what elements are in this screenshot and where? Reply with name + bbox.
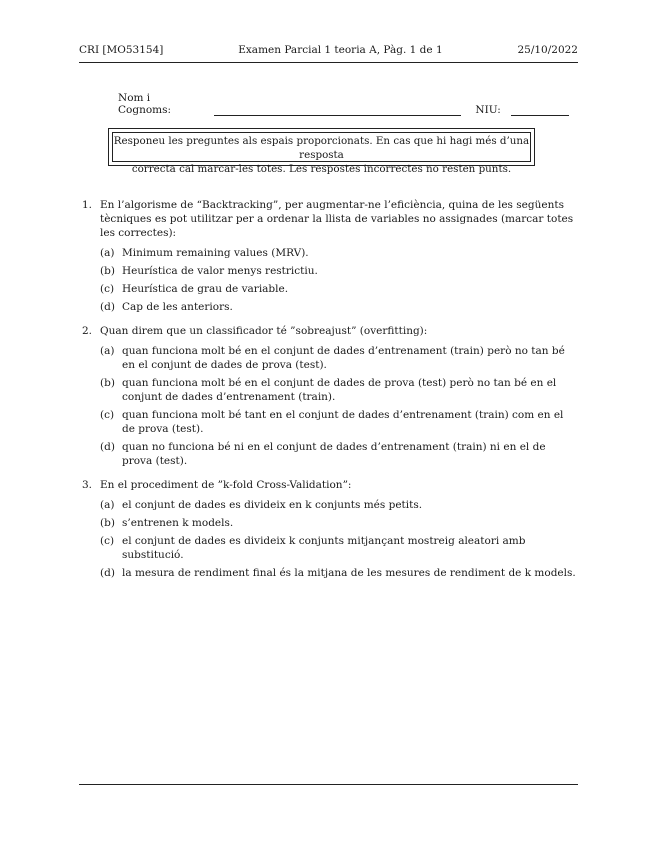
option-1d[interactable] (100, 300, 579, 314)
option-text: Heurística de valor menys restrictiu. (122, 265, 318, 277)
option-text: quan funciona molt bé en el conjunt de dades de prova (test) però no tan bé en el conjunt de dades d’entrenament (train). (122, 377, 557, 403)
instructions-box (108, 128, 535, 175)
question-number: 3. (82, 479, 93, 491)
option-text: el conjunt de dades es divideix k conjunts mitjançant mostreig aleatori amb substitució. (122, 535, 526, 561)
footer-divider (79, 784, 578, 785)
option-3d[interactable] (100, 566, 579, 580)
question-text: En l’algorisme de “Backtracking”, per augmentar-ne l’eficiència, quina de les següents tècniques es pot utilitzar per a ordenar la llista de variables no assignades (marcar totes les correctes): (100, 199, 574, 239)
option-2c[interactable] (100, 408, 579, 436)
option-list (100, 246, 579, 314)
option-1b[interactable] (100, 264, 579, 278)
option-label: (d) (100, 301, 115, 313)
question-text: Quan direm que un classificador té ”sobreajust” (overfitting): (100, 325, 428, 337)
option-label: (b) (100, 265, 115, 277)
option-1a[interactable] (100, 246, 579, 260)
question-text: En el procediment de ”k-fold Cross-Validation”: (100, 479, 352, 491)
exam-title: Examen Parcial 1 teoria A, Pàg. 1 de 1 (238, 44, 443, 56)
option-label: (c) (100, 283, 115, 295)
option-list (100, 498, 579, 580)
option-3b[interactable] (100, 516, 579, 530)
option-2a[interactable] (100, 344, 579, 372)
header-divider (79, 62, 578, 63)
option-label: (a) (100, 247, 115, 259)
question-number: 2. (82, 325, 93, 337)
course-code: CRI [MO53154] (79, 44, 164, 56)
question-number: 1. (82, 199, 93, 211)
option-label: (d) (100, 567, 115, 579)
option-text: Heurística de grau de variable. (122, 283, 289, 295)
question-3 (79, 478, 579, 584)
option-2b[interactable] (100, 376, 579, 404)
option-list (100, 344, 579, 468)
option-text: la mesura de rendiment final és la mitjana de les mesures de rendiment de k models. (122, 567, 576, 579)
option-label: (c) (100, 409, 115, 421)
name-label: Nom i Cognoms: (118, 92, 172, 116)
page-header (79, 44, 578, 56)
option-label: (b) (100, 377, 115, 389)
option-label: (a) (100, 499, 115, 511)
option-label: (c) (100, 535, 115, 547)
option-3c[interactable] (100, 534, 579, 562)
question-list (79, 198, 579, 590)
option-text: quan funciona molt bé en el conjunt de dades d’entrenament (train) però no tan bé en el conjunt de dades de prova (test). (122, 345, 565, 371)
niu-label: NIU: (475, 104, 501, 116)
student-info-row (118, 92, 569, 116)
option-text: quan funciona molt bé tant en el conjunt de dades d’entrenament (train) com en el de prova (test). (122, 409, 564, 435)
option-3a[interactable] (100, 498, 579, 512)
instructions-line-2: correcta cal marcar-les totes. Les respostes incorrectes no resten punts. (131, 163, 512, 175)
option-text: el conjunt de dades es divideix en k conjunts més petits. (122, 499, 423, 511)
name-field[interactable] (214, 105, 461, 116)
option-text: Minimum remaining values (MRV). (122, 247, 309, 259)
question-1 (79, 198, 579, 318)
option-1c[interactable] (100, 282, 579, 296)
option-text: Cap de les anteriors. (122, 301, 233, 313)
option-label: (a) (100, 345, 115, 357)
option-text: s’entrenen k models. (122, 517, 234, 529)
option-2d[interactable] (100, 440, 579, 468)
question-2 (79, 324, 579, 472)
instructions-inner (112, 132, 531, 175)
option-text: quan no funciona bé ni en el conjunt de dades d’entrenament (train) ni en el de prova (test). (122, 441, 546, 467)
option-label: (d) (100, 441, 115, 453)
instructions-line-1: Responeu les preguntes als espais proporcionats. En cas que hi hagi més d’una resposta (113, 135, 530, 161)
niu-field[interactable] (511, 105, 569, 116)
option-label: (b) (100, 517, 115, 529)
exam-date: 25/10/2022 (517, 44, 578, 56)
